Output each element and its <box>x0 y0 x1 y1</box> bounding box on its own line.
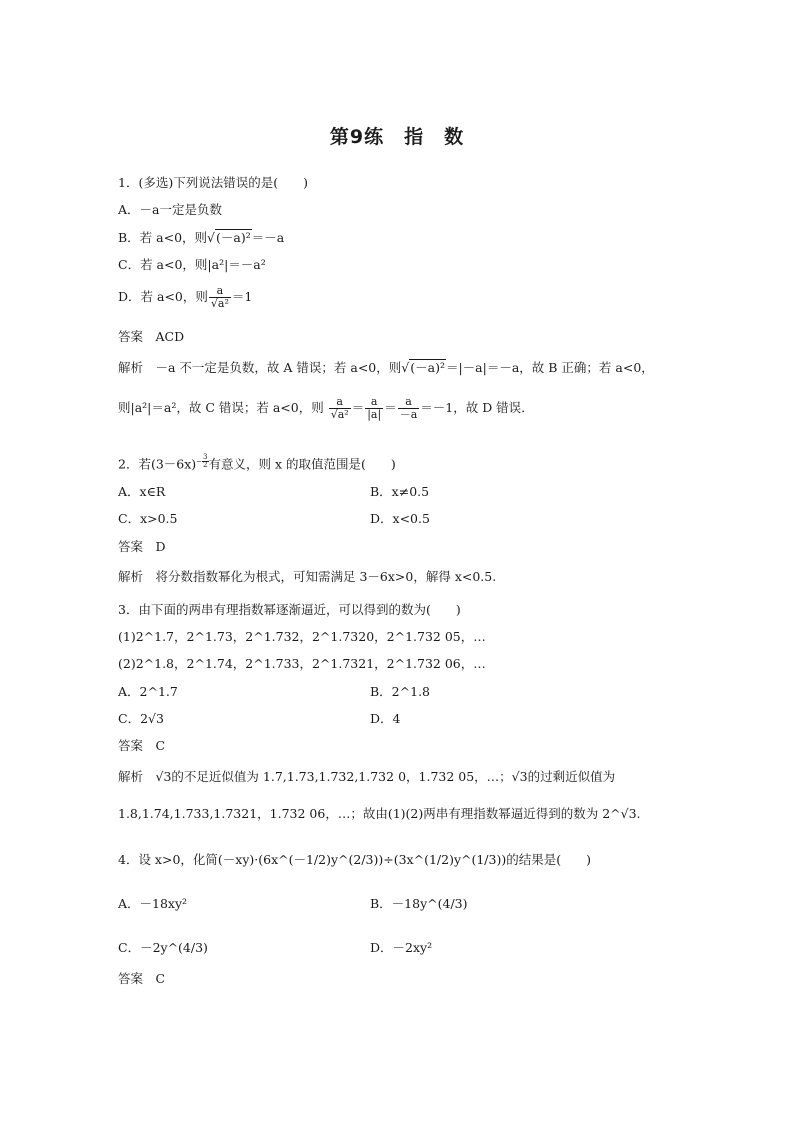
page-title: 第9练 指 数 <box>329 126 465 148</box>
q1-option-b-pre: B．若 a<0，则 <box>118 230 208 245</box>
q1-analysis1-post: ＝|－a|＝－a，故 B 正确；若 a<0， <box>445 360 654 375</box>
q3-option-b: B．2^1.8 <box>370 684 430 699</box>
q1-analysis2-fraction-3 <box>398 396 420 421</box>
q4-option-b: B．－18y^(4/3) <box>370 896 468 911</box>
q1-analysis2-fraction-1 <box>329 396 351 421</box>
q1-analysis-line2 <box>118 396 534 421</box>
q3-sequence-1: (1)2^1.7，2^1.73，2^1.732，2^1.7320，2^1.732 05，… <box>118 629 486 644</box>
q2-stem-post: 有意义，则 x 的取值范围是( ) <box>208 456 396 472</box>
q1-option-d-denominator: √a² <box>210 297 229 311</box>
q1-option-d-post: ＝1 <box>231 289 253 305</box>
q2-stem <box>118 454 396 471</box>
q2-exp-den: 2 <box>203 461 208 469</box>
q3-analysis-line1: 解析 √3的不足近似值为 1.7,1.73,1.732,1.732 0，1.732 05，…；√3的过剩近似值为 <box>118 769 616 784</box>
q4-option-d: D．－2xy² <box>370 940 433 955</box>
q1-analysis2-f1-den: √a² <box>330 408 349 422</box>
q2-option-d: D．x<0.5 <box>370 511 430 526</box>
q1-analysis1-pre: 解析 －a 不一定是负数，故 A 错误；若 a<0，则 <box>118 360 402 375</box>
q2-stem-exponent: − $\frac{3}{2}$ <box>196 453 208 469</box>
q1-analysis2-fraction-2 <box>365 396 383 421</box>
q3-answer: 答案 C <box>118 738 166 753</box>
q1-option-d-fraction <box>209 285 231 310</box>
q2-option-a: A．x∈R <box>118 484 166 499</box>
q1-option-c: C．若 a<0，则|a²|＝－a² <box>118 257 266 272</box>
q1-option-d <box>118 285 252 310</box>
q2-stem-pre: 2．若(3－6x) <box>118 456 197 472</box>
q2-answer: 答案 D <box>118 539 166 554</box>
q1-option-d-pre: D．若 a<0，则 <box>118 289 208 305</box>
q2-analysis: 解析 将分数指数幂化为根式，可知需满足 3－6x>0，解得 x<0.5. <box>118 569 497 584</box>
q1-analysis2-pre: 则|a²|＝a²，故 C 错误；若 a<0，则 <box>118 400 324 416</box>
q1-stem: 1．(多选)下列说法错误的是( ) <box>118 175 308 190</box>
q1-option-b-post: ＝－a <box>251 230 285 245</box>
q1-analysis2-f1-num: a <box>329 396 351 409</box>
q3-option-a: A．2^1.7 <box>118 684 178 699</box>
q1-analysis2-post: ＝－1，故 D 错误． <box>420 400 534 416</box>
q2-exp-num: 3 <box>203 453 208 461</box>
q4-stem: 4．设 x>0，化简(－xy)·(6x^(－1/2)y^(2/3))÷(3x^(1/2)y^(1/3))的结果是( ) <box>118 852 591 867</box>
q3-analysis-line2: 1.8,1.74,1.733,1.7321，1.732 06，…；故由(1)(2)两串有理指数幂逼近得到的数为 2^√3. <box>118 806 641 821</box>
q4-answer: 答案 C <box>118 971 166 986</box>
q4-option-c: C．－2y^(4/3) <box>118 940 208 955</box>
q1-analysis2-f3-den: －a <box>399 408 418 422</box>
q1-analysis2-f2-den: |a| <box>367 408 382 422</box>
q3-option-d: D．4 <box>370 711 401 726</box>
q1-option-b: B．若 a<0，则√(－a)²＝－a <box>118 230 285 245</box>
q1-analysis2-eq1: ＝ <box>351 400 365 416</box>
q1-answer: 答案 ACD <box>118 329 185 344</box>
q1-analysis2-f3-num: a <box>398 396 420 409</box>
q2-option-b: B．x≠0.5 <box>370 484 430 499</box>
q2-option-c: C．x>0.5 <box>118 511 178 526</box>
q4-option-a: A．－18xy² <box>118 896 188 911</box>
q1-analysis-line1: 解析 －a 不一定是负数，故 A 错误；若 a<0，则√(－a)²＝|－a|＝－a，故 B 正确；若 a<0， <box>118 360 654 375</box>
q3-option-c: C．2√3 <box>118 711 164 726</box>
q3-sequence-2: (2)2^1.8，2^1.74，2^1.733，2^1.7321，2^1.732 06，… <box>118 656 486 671</box>
q1-option-a: A．－a一定是负数 <box>118 202 222 217</box>
q3-stem: 3．由下面的两串有理指数幂逐渐逼近，可以得到的数为( ) <box>118 602 461 617</box>
q1-option-d-numerator: a <box>209 285 231 298</box>
q1-analysis2-eq2: ＝ <box>384 400 397 416</box>
q1-analysis1-radicand: (－a)² <box>410 360 445 375</box>
q1-option-b-radicand: (－a)² <box>216 230 251 245</box>
q1-analysis2-f2-num: a <box>365 396 383 409</box>
